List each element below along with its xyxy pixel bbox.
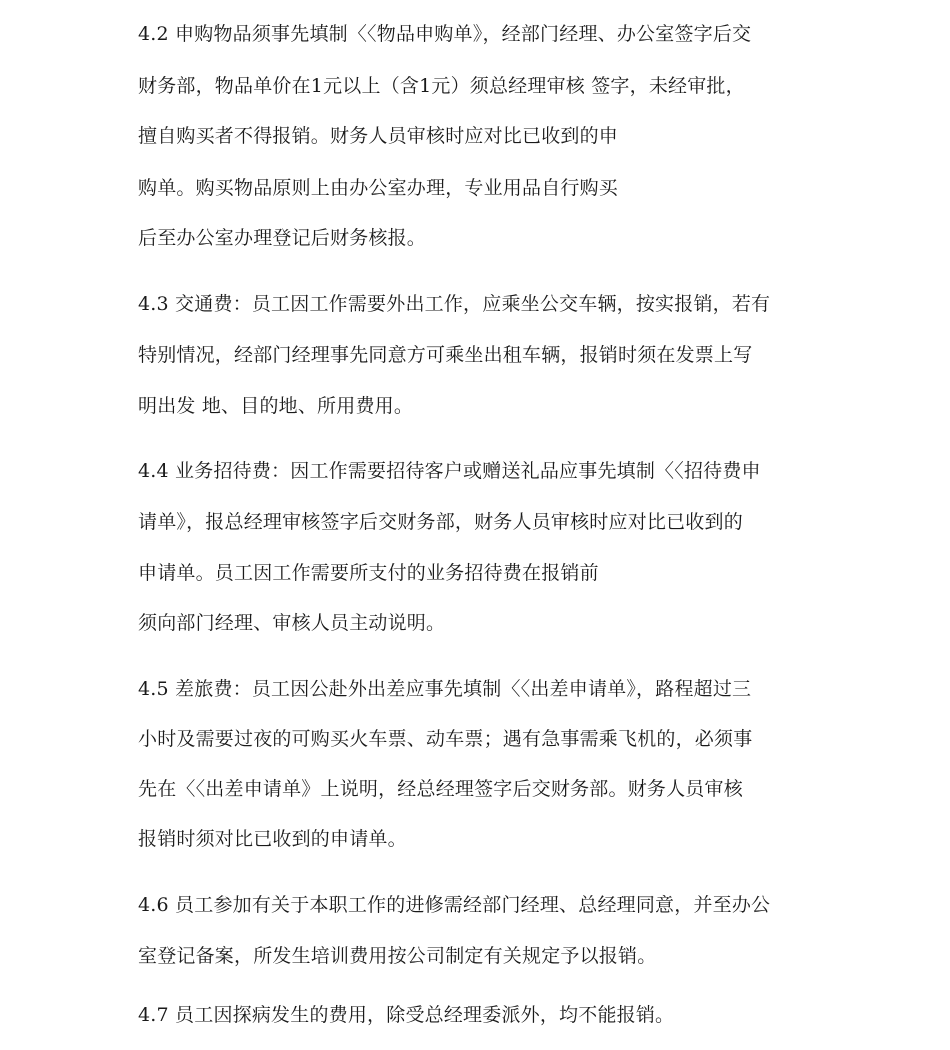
section-4-6-line-1: 4.6 员工参加有关于本职工作的进修需经部门经理、总经理同意，并至办公 (138, 894, 771, 916)
section-4-2-line-5: 后至办公室办理登记后财务核报。 (138, 227, 427, 249)
section-4-2-line-3: 擅自购买者不得报销。财务人员审核时应对比已收到的申 (138, 125, 619, 147)
section-4-5-line-3: 先在〈〈出差申请单》上说明，经总经理签字后交财务部。财务人员审核 (138, 778, 743, 800)
section-4-2-line-2: 财务部，物品单价在1元以上（含1元）须总经理审核 签字，未经审批， (138, 75, 745, 97)
section-4-5-line-4: 报销时须对比已收到的申请单。 (138, 828, 407, 850)
section-4-3-line-3: 明出发 地、目的地、所用费用。 (138, 395, 414, 417)
section-4-4-line-4: 须向部门经理、审核人员主动说明。 (138, 612, 446, 634)
section-4-4-line-3: 申请单。员工因工作需要所支付的业务招待费在报销前 (138, 562, 599, 584)
section-4-6-line-2: 室登记备案，所发生培训费用按公司制定有关规定予以报销。 (138, 945, 657, 967)
section-4-4-line-1: 4.4 业务招待费：因工作需要招待客户或赠送礼品应事先填制〈〈招待费申 (138, 460, 761, 482)
section-4-2-line-4: 购单。购买物品原则上由办公室办理，专业用品自行购买 (138, 177, 619, 199)
section-4-3-line-2: 特别情况，经部门经理事先同意方可乘坐出租车辆，报销时须在发票上写 (138, 344, 753, 366)
section-4-4-line-2: 请单》，报总经理审核签字后交财务部，财务人员审核时应对比已收到的 (138, 511, 743, 533)
section-4-5-line-2: 小时及需要过夜的可购买火车票、动车票；遇有急事需乘飞机的，必须事 (138, 728, 753, 750)
section-4-5-line-1: 4.5 差旅费：员工因公赴外出差应事先填制〈〈出差申请单》，路程超过三 (138, 678, 752, 700)
section-4-2-line-1: 4.2 申购物品须事先填制〈〈物品申购单》，经部门经理、办公室签字后交 (138, 23, 752, 45)
section-4-3-line-1: 4.3 交通费：员工因工作需要外出工作，应乘坐公交车辆，按实报销，若有 (138, 293, 771, 315)
section-4-7-line-1: 4.7 员工因探病发生的费用，除受总经理委派外，均不能报销。 (138, 1004, 675, 1026)
